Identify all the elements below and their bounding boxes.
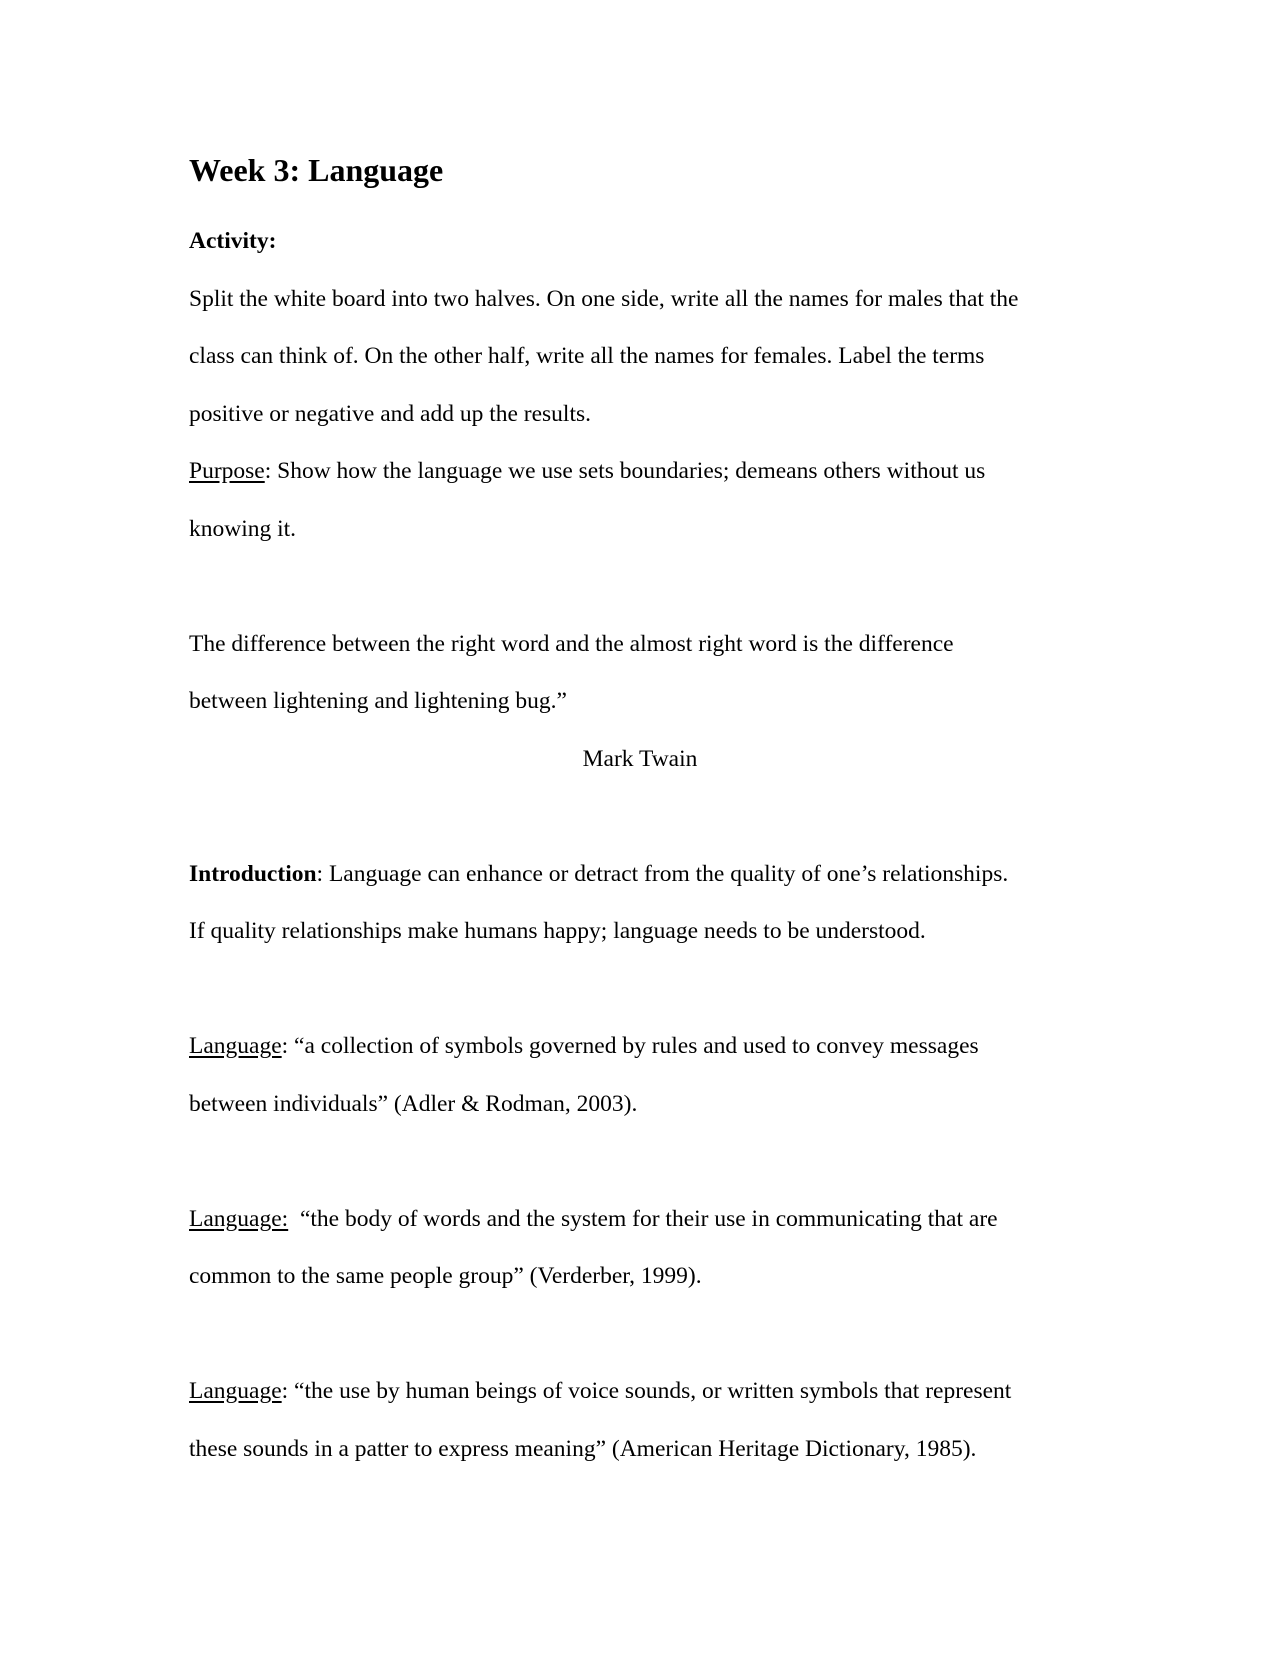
introduction-line-2: If quality relationships make humans happy; language needs to be understood. [189,918,926,944]
introduction-paragraph [189,859,1008,889]
quote-line-2: between lightening and lightening bug.” [189,688,567,714]
definition-3 [189,1376,1011,1406]
introduction-text: : Language can enhance or detract from the quality of one’s relationships. [316,861,1009,887]
activity-line-3: positive or negative and add up the results. [189,401,592,427]
quote-line-1: The difference between the right word and the almost right word is the difference [189,631,954,657]
definition-1 [189,1031,979,1061]
purpose-line-2: knowing it. [189,516,297,542]
definition-1-text: : “a collection of symbols governed by rules and used to convey messages [281,1033,979,1059]
definition-1-label: Language [189,1033,282,1059]
definition-2-text: “the body of words and the system for their use in communicating that are [288,1206,998,1232]
purpose-label: Purpose [189,458,265,484]
introduction-label: Introduction [189,861,317,887]
page-title: Week 3: Language [189,152,444,188]
definition-1-line-2: between individuals” (Adler & Rodman, 2003). [189,1091,638,1117]
definition-2 [189,1204,998,1234]
activity-heading: Activity: [189,228,277,254]
definition-3-label: Language [189,1378,282,1404]
purpose-paragraph [189,456,985,486]
definition-3-text: : “the use by human beings of voice sounds, or written symbols that represent [281,1378,1012,1404]
activity-line-1: Split the white board into two halves. On one side, write all the names for males that the [189,286,1019,312]
definition-2-line-2: common to the same people group” (Verderber, 1999). [189,1263,702,1289]
purpose-text: : Show how the language we use sets boundaries; demeans others without us [264,458,986,484]
definition-2-label: Language: [189,1206,289,1232]
activity-line-2: class can think of. On the other half, write all the names for females. Label the terms [189,343,985,369]
definition-3-line-2: these sounds in a patter to express meaning” (American Heritage Dictionary, 1985). [189,1436,977,1462]
quote-author: Mark Twain [582,746,698,772]
